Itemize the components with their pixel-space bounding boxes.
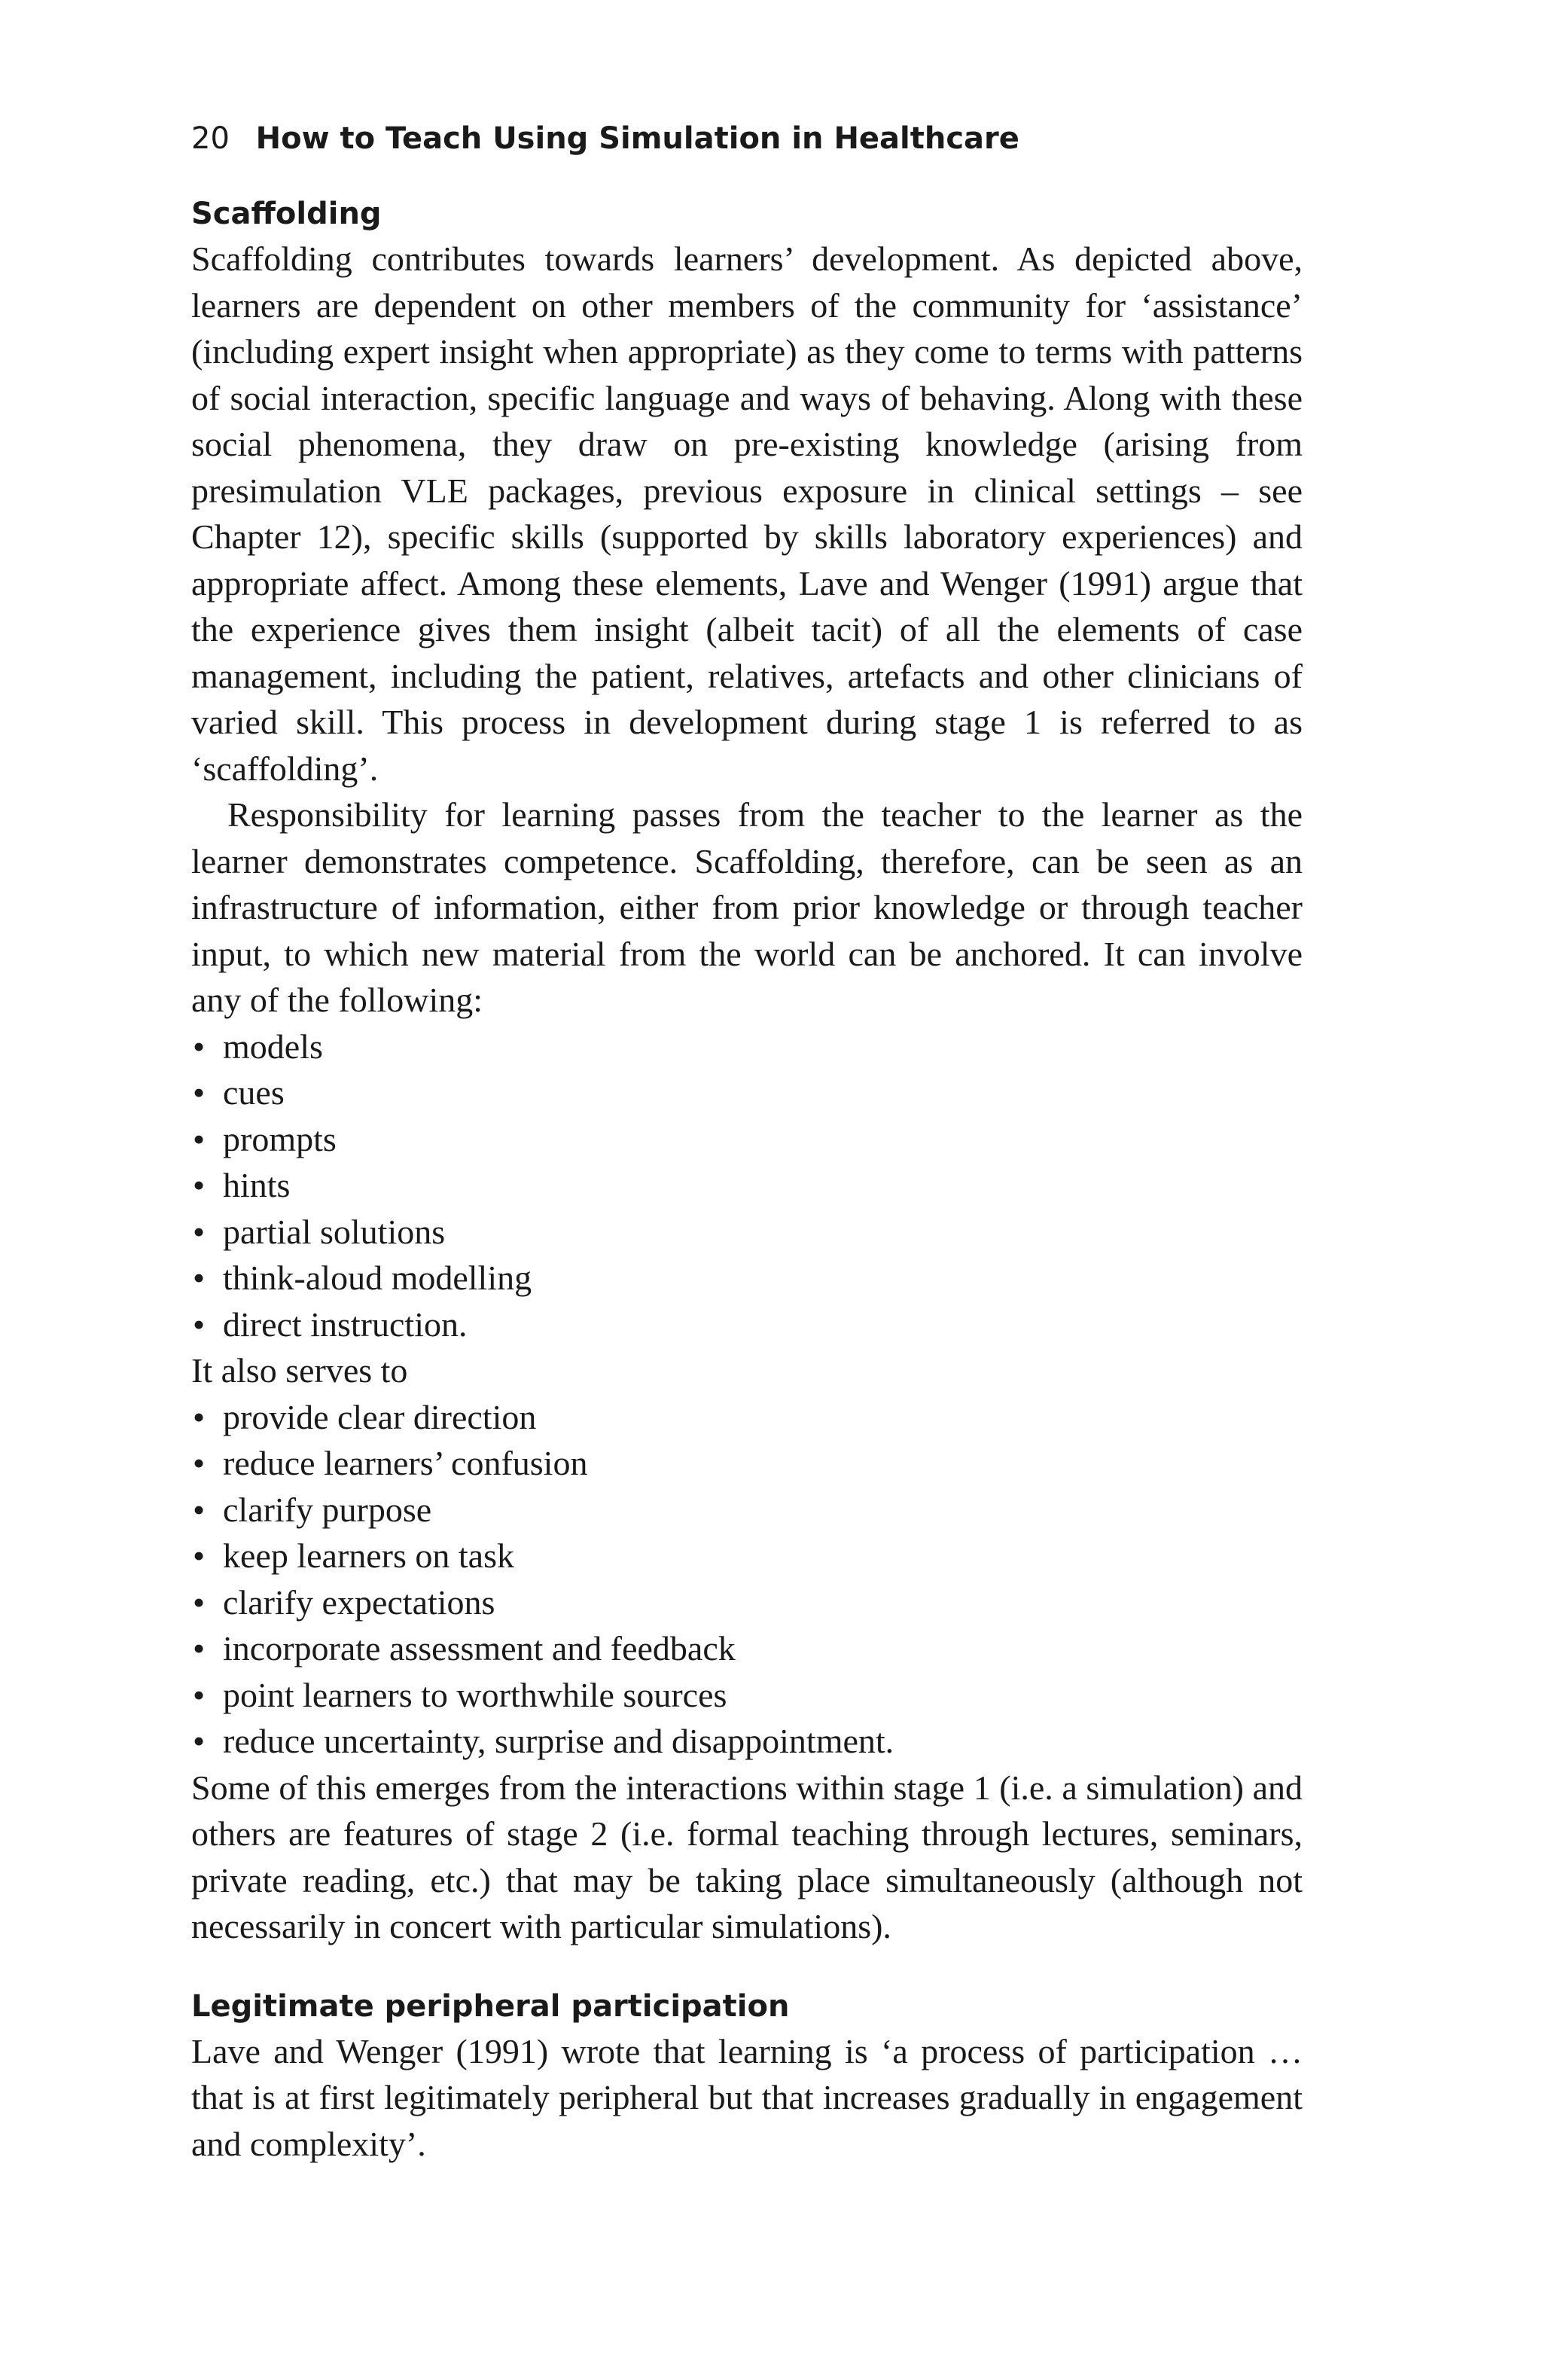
running-head bbox=[191, 121, 1303, 157]
list-item: • direct instruction. bbox=[191, 1301, 1303, 1348]
section-heading-scaffolding: Scaffolding bbox=[191, 197, 382, 231]
book-title: How to Teach Using Simulation in Healthcare bbox=[255, 121, 1019, 156]
list-item: • think-aloud modelling bbox=[191, 1255, 1303, 1301]
section-divider-space bbox=[191, 1950, 1303, 1985]
paragraph-scaffolding-3: Some of this emerges from the interactions within stage 1 (i.e. a simulation) and others are features of stage 2 (i.e. formal teaching through lectures, seminars, private reading, etc.) that may be taking place simultaneously (although not necessarily in concert with particular simulations). bbox=[191, 1768, 1303, 1945]
section-heading-lpp: Legitimate peripheral participation bbox=[191, 1988, 790, 2024]
list-item: • prompts bbox=[191, 1116, 1303, 1163]
list-item: • clarify purpose bbox=[191, 1487, 1303, 1533]
page-number: 20 bbox=[191, 121, 230, 156]
paragraph-lpp-1: Lave and Wenger (1991) wrote that learning is ‘a process of participation … that is at first legitimately peripheral but that increases gradually in engagement and complexity’. bbox=[191, 2031, 1303, 2163]
bullet-list-scaffolding-forms bbox=[191, 1024, 1303, 1348]
list-item: • models bbox=[191, 1024, 1303, 1070]
list-item: • clarify expectations bbox=[191, 1579, 1303, 1626]
list-item: • partial solutions bbox=[191, 1209, 1303, 1256]
list-item: • reduce uncertainty, surprise and disappointment. bbox=[191, 1718, 1303, 1765]
paragraph-scaffolding-2: Responsibility for learning passes from the teacher to the learner as the learner demonstrates competence. Scaffolding, therefore, can be seen as an infrastructure of information, either from prior knowledge or through teacher input, to which new material from the world can be anchored. It can involve any of the following: bbox=[191, 795, 1303, 1019]
list-intro-serves-to: It also serves to bbox=[191, 1351, 408, 1390]
list-item: • incorporate assessment and feedback bbox=[191, 1625, 1303, 1672]
list-item: • cues bbox=[191, 1069, 1303, 1116]
section-scaffolding bbox=[191, 192, 1303, 1950]
list-item: • reduce learners’ confusion bbox=[191, 1440, 1303, 1487]
list-item: • provide clear direction bbox=[191, 1394, 1303, 1441]
book-page bbox=[191, 121, 1303, 2167]
bullet-list-scaffolding-purposes bbox=[191, 1394, 1303, 1765]
list-item: • keep learners on task bbox=[191, 1533, 1303, 1579]
list-item: • point learners to worthwhile sources bbox=[191, 1672, 1303, 1719]
list-item: • hints bbox=[191, 1162, 1303, 1209]
section-legitimate-peripheral-participation bbox=[191, 1985, 1303, 2168]
paragraph-scaffolding-1: Scaffolding contributes towards learners’ development. As depicted above, learners are dependent on other members of the community for ‘assistance’ (including expert insight when appropriate) as they come to terms with patterns of social interaction, specific language and ways of behaving. Along with these social phenomena, they draw on pre-existing knowledge (arising from presimulation VLE packages, previous exposure in clinical settings – see Chapter 12), specific skills (supported by skills laboratory experiences) and appropriate affect. Among these elements, Lave and Wenger (1991) argue that the experience gives them insight (albeit tacit) of all the elements of case management, including the patient, relatives, artefacts and other clinicians of varied skill. This process in development during stage 1 is referred to as ‘scaffolding’. bbox=[191, 240, 1303, 788]
